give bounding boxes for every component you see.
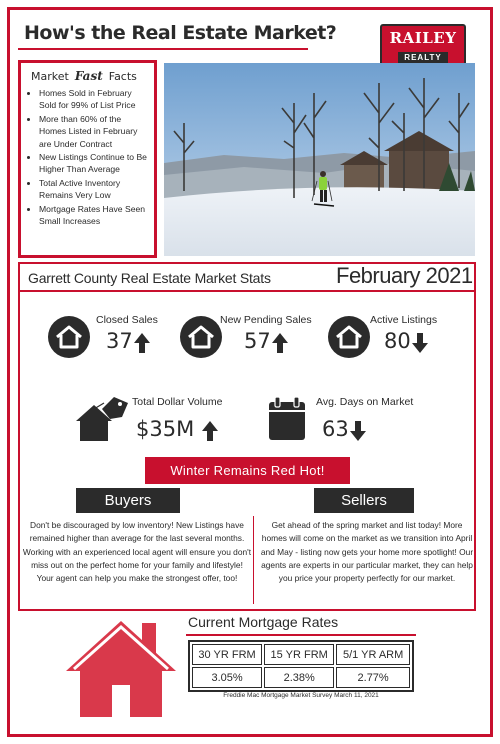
winter-banner: Winter Remains Red Hot! (145, 457, 350, 484)
mortgage-rate-30yr: 3.05% (192, 667, 262, 688)
facts-head-right: Facts (108, 70, 137, 83)
mortgage-rate-51arm: 2.77% (336, 667, 410, 688)
mortgage-source: Freddie Mac Mortgage Market Survey March 11, 2021 (223, 692, 379, 699)
facts-list (21, 87, 154, 227)
facts-heading (31, 69, 154, 83)
list-item: • More than 60% of the Homes Listed in February are Under Contract (39, 113, 150, 150)
ski-slope-illustration (164, 63, 475, 256)
sellers-text: Get ahead of the spring market and list today! More homes will come on the market as we transition into April and May - listing now gets your home more spotlight! Our agents are experts in our particular market, they can help you price your property perfectly for our market. (260, 520, 474, 584)
days-on-market-value: 63 (322, 417, 349, 441)
railey-realty-logo (380, 24, 466, 66)
active-listings-label: Active Listings (370, 314, 438, 326)
list-item: • Total Active Inventory Remains Very Low (39, 177, 150, 202)
house-circle-icon (48, 316, 90, 358)
list-item: • Homes Sold in February Sold for 99% of List Price (39, 87, 150, 112)
dollar-volume-label: Total Dollar Volume (132, 396, 223, 408)
stats-month: February 2021 (336, 263, 473, 288)
market-fast-facts (18, 60, 157, 258)
arrow-up-icon (132, 331, 152, 355)
active-listings-value: 80 (384, 329, 411, 353)
table-row (192, 667, 410, 688)
mortgage-underline (186, 634, 416, 636)
arrow-up-icon (270, 331, 290, 355)
mortgage-title: Current Mortgage Rates (188, 614, 339, 630)
mortgage-rates-table (188, 640, 414, 692)
pending-sales-value: 57 (244, 329, 271, 353)
dollar-volume-value: $35M (136, 417, 195, 441)
mortgage-header-51arm: 5/1 YR ARM (336, 644, 410, 665)
stats-title: Garrett County Real Estate Market Stats (28, 270, 271, 286)
column-divider (253, 516, 254, 604)
table-row (192, 644, 410, 665)
logo-sub: REALTY (398, 52, 447, 63)
buyers-heading: Buyers (76, 488, 180, 513)
closed-sales-value: 37 (106, 329, 133, 353)
buyers-text: Don't be discouraged by low inventory! New Listings have remained higher than average for the last several months. Working with an experienced local agent will ensure you don't miss out on the perfect home for your family and lifestyle! Your agent can help you make the strongest offer, too! (22, 520, 252, 584)
house-circle-icon (328, 316, 370, 358)
arrow-up-icon (200, 419, 220, 443)
house-price-tag-icon (74, 395, 130, 443)
list-item: • Mortgage Rates Have Seen Small Increases (39, 203, 150, 228)
facts-head-left: Market (31, 70, 69, 83)
days-on-market-label: Avg. Days on Market (316, 396, 414, 408)
mortgage-header-30yr: 30 YR FRM (192, 644, 262, 665)
logo-name: RAILEY (389, 29, 457, 47)
house-circle-icon (180, 316, 222, 358)
title-underline (18, 48, 308, 50)
ski-slope-photo (164, 63, 475, 256)
mortgage-rate-15yr: 2.38% (264, 667, 334, 688)
arrow-down-icon (348, 419, 368, 443)
red-house-icon (64, 613, 178, 719)
sellers-heading: Sellers (314, 488, 414, 513)
page-title: How's the Real Estate Market? (24, 22, 337, 44)
pending-sales-label: New Pending Sales (220, 314, 312, 326)
facts-head-fast: Fast (74, 69, 103, 83)
mortgage-header-15yr: 15 YR FRM (264, 644, 334, 665)
list-item: • New Listings Continue to Be Higher Than Average (39, 151, 150, 176)
stats-underline (18, 290, 476, 292)
calendar-icon (266, 396, 308, 442)
closed-sales-label: Closed Sales (96, 314, 158, 326)
arrow-down-icon (410, 331, 430, 355)
